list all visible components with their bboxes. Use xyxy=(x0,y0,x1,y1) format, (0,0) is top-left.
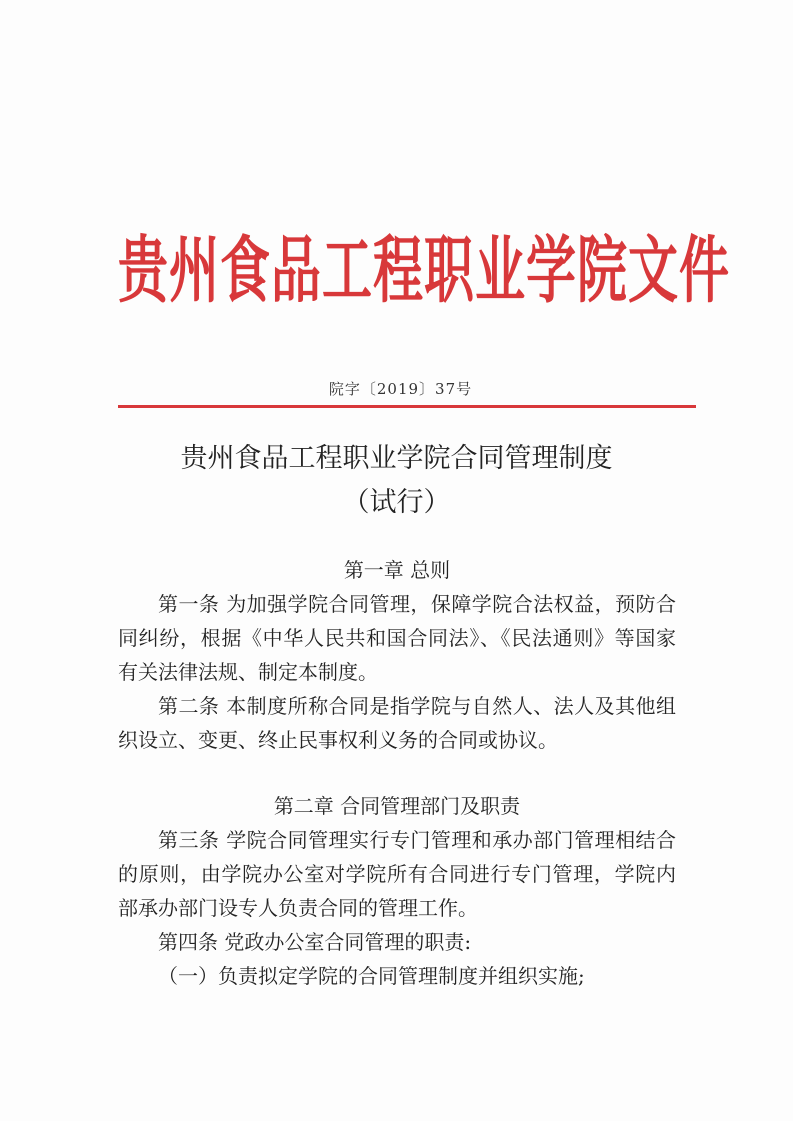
article-2: 第二条 本制度所称合同是指学院与自然人、法人及其他组织设立、变更、终止民事权利义务的合同或协议。 xyxy=(118,694,676,752)
section-spacer xyxy=(118,757,676,789)
article-4: 第四条 党政办公室合同管理的职责: xyxy=(158,930,472,954)
document-title xyxy=(0,437,793,525)
article-1: 第一条 为加强学院合同管理，保障学院合法权益，预防合同纠纷，根据《中华人民共和国合同法》、《民法通则》等国家有关法律法规、制定本制度。 xyxy=(118,592,676,684)
chapter-heading-1: 第一章 总则 xyxy=(343,558,451,582)
chapter-heading-2: 第二章 合同管理部门及职责 xyxy=(273,794,521,818)
document-header-title: 贵州食品工程职业学院文件 xyxy=(118,227,730,314)
list-item-1: （一）负责拟定学院的合同管理制度并组织实施; xyxy=(158,964,585,988)
document-number: 院字〔2019〕37号 xyxy=(328,380,473,398)
title-line-2: （试行） xyxy=(342,487,451,518)
red-divider-line xyxy=(118,405,696,408)
article-3: 第三条 学院合同管理实行专门管理和承办部门管理相结合的原则，由学院办公室对学院所有合同进行专门管理，学院内部承办部门设专人负责合同的管理工作。 xyxy=(118,828,676,920)
title-line-1: 贵州食品工程职业学院合同管理制度 xyxy=(180,443,613,474)
document-body xyxy=(118,553,676,993)
